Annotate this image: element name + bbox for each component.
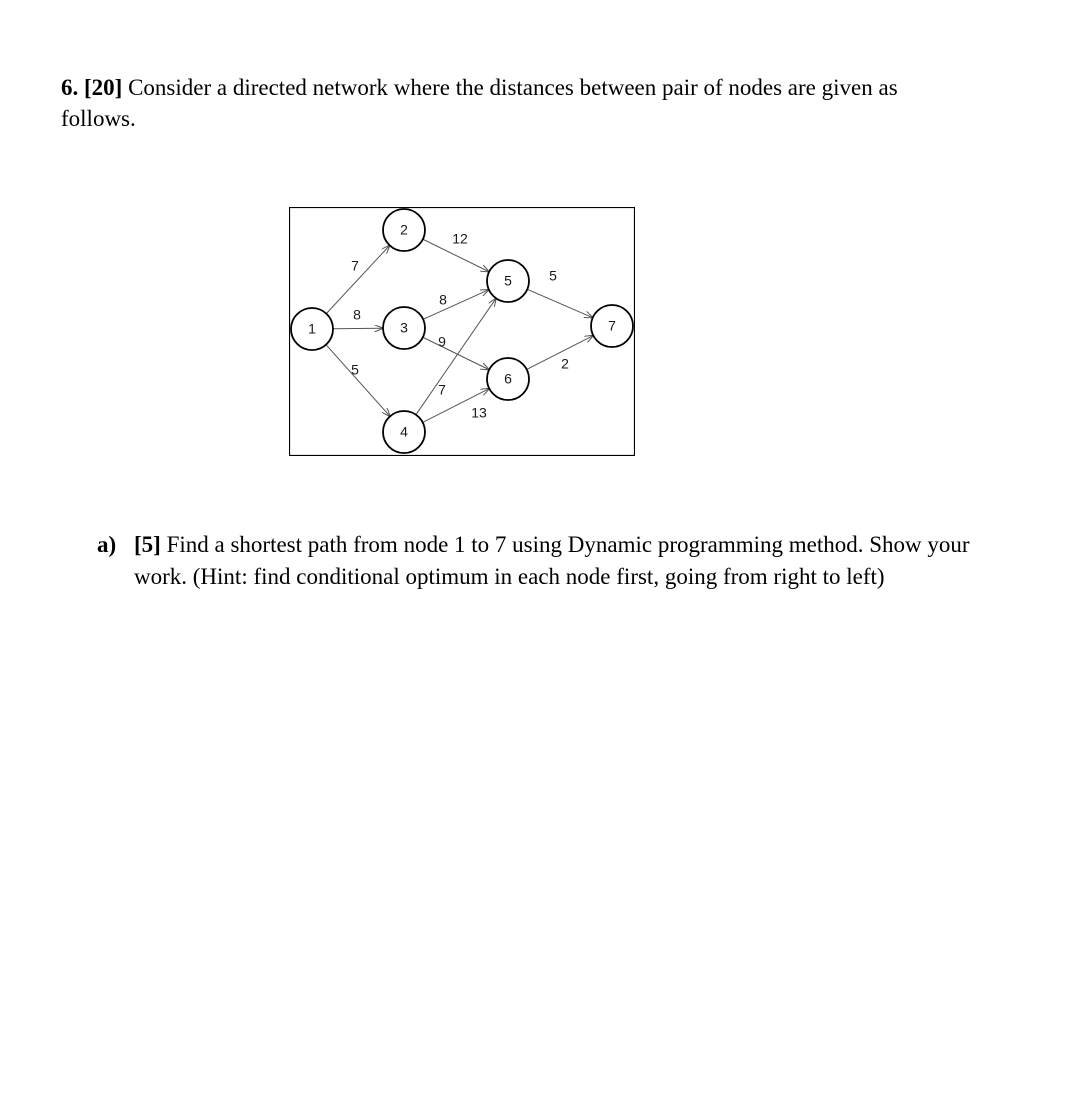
edge-weight-1-2: 7: [351, 257, 359, 274]
node-label-3: 3: [400, 319, 408, 336]
edge-weight-2-5: 12: [452, 230, 468, 247]
node-label-6: 6: [504, 370, 512, 387]
question-6: [61, 72, 961, 134]
network-diagram: [289, 207, 635, 456]
edge-weight-5-7: 5: [549, 267, 557, 284]
part-a-marker: a): [97, 532, 117, 557]
edge-1-3: [333, 328, 383, 329]
part-a-text: Find a shortest path from node 1 to 7 using Dynamic programming method. Show your work. (Hint: find conditional optimum in each node first, going from right to left): [134, 532, 970, 589]
part-a: [97, 529, 977, 593]
edge-weight-6-7: 2: [561, 355, 569, 372]
edge-weight-3-6: 9: [438, 333, 446, 350]
question-text: Consider a directed network where the distances between pair of nodes are given as follows.: [61, 75, 898, 131]
edge-weight-4-5: 7: [438, 381, 446, 398]
edge-weight-3-5: 8: [439, 291, 447, 308]
edge-weight-4-6: 13: [471, 404, 487, 421]
part-a-points: [5]: [134, 532, 161, 557]
node-label-2: 2: [400, 221, 408, 238]
question-number: 6.: [61, 75, 79, 100]
edge-weight-1-3: 8: [353, 306, 361, 323]
node-label-1: 1: [308, 320, 316, 337]
node-label-5: 5: [504, 272, 512, 289]
node-label-4: 4: [400, 423, 408, 440]
question-points: [20]: [84, 75, 123, 100]
node-label-7: 7: [608, 317, 616, 334]
edge-weight-1-4: 5: [351, 361, 359, 378]
